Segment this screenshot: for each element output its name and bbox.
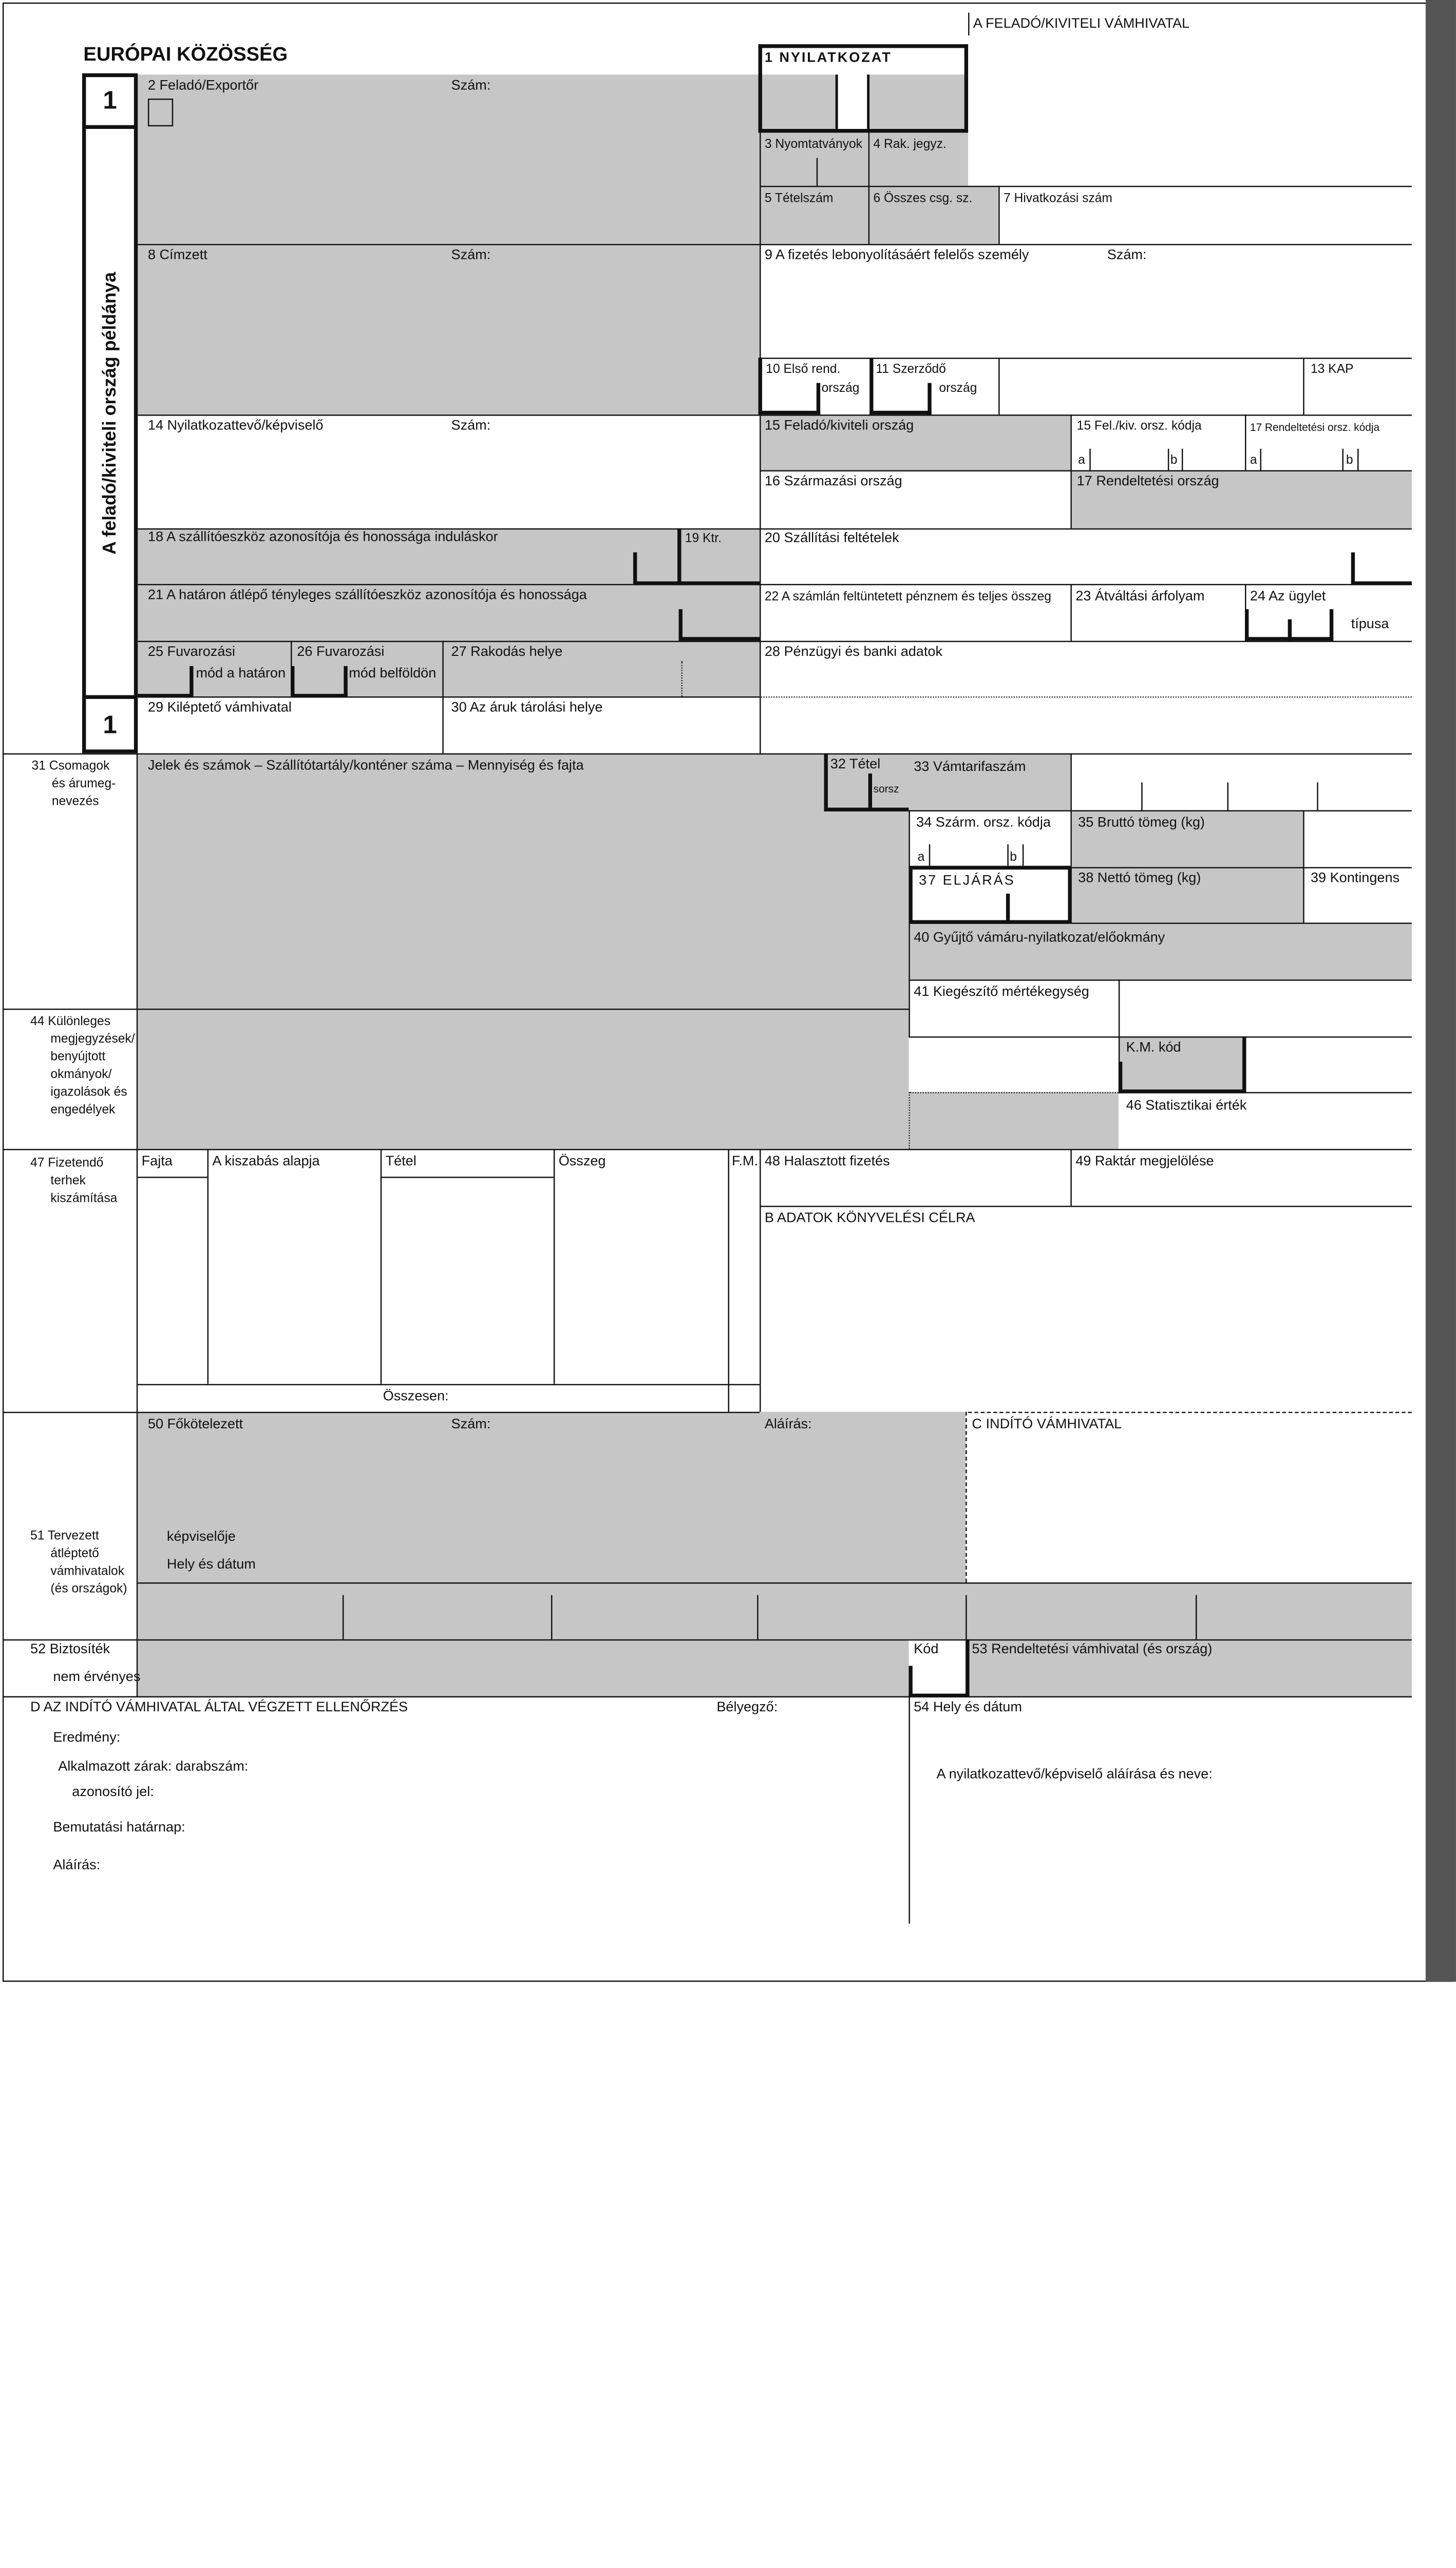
box-26-label-b: mód belföldön (349, 666, 437, 682)
box-2-number: Szám: (451, 78, 491, 94)
box-53-label: 53 Rendeltetési vámhivatal (és ország) (972, 1641, 1213, 1657)
box-23-label: 23 Átváltási árfolyam (1075, 589, 1205, 605)
box-33-label: 33 Vámtarifaszám (914, 760, 1026, 775)
box-44-side-label: 44 Különleges megjegyzések/ benyújtott okmányok/ igazolások és engedélyek (30, 1015, 135, 1118)
box-24-label: 24 Az ügylet (1250, 589, 1326, 605)
exporter-checkbox[interactable] (148, 99, 173, 126)
code-b2: b (1346, 454, 1353, 468)
box-34-b: b (1010, 851, 1017, 865)
km-code-label: K.M. kód (1126, 1040, 1181, 1055)
code-label: Kód (914, 1641, 939, 1657)
b-accounting-label: B ADATOK KÖNYVELÉSI CÉLRA (764, 1211, 975, 1226)
box-7-label: 7 Hivatkozási szám (1003, 192, 1112, 206)
box-8-consignee[interactable] (138, 244, 760, 414)
box-9-label: 9 A fizetés lebonyolításáért felelős személy (764, 248, 1029, 263)
seal-id-label: azonosító jel: (72, 1784, 154, 1800)
box-11-label-b: ország (939, 382, 977, 396)
box-31-side-label: 31 Csomagok és árumeg- nevezés (31, 760, 116, 809)
c-office-label: C INDÍTÓ VÁMHIVATAL (972, 1417, 1122, 1432)
community-title: EURÓPAI KÖZÖSSÉG (83, 44, 288, 66)
box-39-label: 39 Kontingens (1310, 871, 1400, 886)
box-21-label: 21 A határon átlépő tényleges szállítóeszköz azonosítója és honossága (147, 588, 587, 603)
code-a2: a (1250, 454, 1257, 468)
box-38-label: 38 Nettó tömeg (kg) (1078, 871, 1201, 886)
box-5-label: 5 Tételszám (764, 192, 834, 206)
box-49-label: 49 Raktár megjelölése (1075, 1154, 1214, 1169)
box-31-goods[interactable] (138, 753, 909, 1009)
box-34-a: a (917, 851, 925, 865)
a-export-office: A FELADÓ/KIVITELI VÁMHIVATAL (973, 16, 1190, 32)
result-label: Eredmény: (53, 1730, 121, 1746)
box-27-label: 27 Rakodás helye (451, 645, 563, 660)
declarant-signature-label: A nyilatkozattevő/képviselő aláírása és neve: (936, 1767, 1213, 1782)
box-8-number: Szám: (451, 248, 491, 263)
box-15-code-label: 15 Fel./kiv. orsz. kódja (1076, 420, 1202, 434)
box-18-label: 18 A szállítóeszköz azonosítója és honossága induláskor (147, 530, 498, 545)
box-20-label: 20 Szállítási feltételek (764, 531, 899, 546)
col-tax-base: A kiszabás alapja (212, 1154, 320, 1169)
deadline-label: Bemutatási határnap: (53, 1820, 185, 1836)
box-31-label: Jelek és számok – Szállítótartály/konténer száma – Mennyiség és fajta (147, 758, 584, 774)
box-48-label: 48 Halasztott fizetés (764, 1154, 890, 1169)
box-13-label: 13 KAP (1310, 363, 1354, 377)
box-47-side-label: 47 Fizetendő terhek kiszámítása (30, 1156, 118, 1206)
code-b: b (1170, 454, 1178, 468)
box-32-label-b: sorsz (873, 782, 899, 795)
box-25-label-b: mód a határon (196, 666, 286, 682)
box-3-label: 3 Nyomtatványok (764, 138, 862, 152)
box-46-label: 46 Statisztikai érték (1126, 1098, 1247, 1114)
box-16-label: 16 Származási ország (764, 474, 902, 489)
box-14-number: Szám: (451, 418, 491, 434)
copy-number-bottom: 1 (103, 711, 117, 740)
box-14-label: 14 Nyilatkozattevő/képviselő (147, 418, 324, 434)
box-50-number: Szám: (451, 1417, 491, 1432)
col-type: Fajta (141, 1154, 173, 1169)
box-24-label-b: típusa (1351, 616, 1389, 632)
scanned-page-edge (1426, 0, 1456, 1982)
box-37-label: 37 ELJÁRÁS (919, 873, 1015, 889)
box-29-label: 29 Kiléptető vámhivatal (147, 700, 292, 715)
representative-label: képviselője (166, 1529, 236, 1545)
place-date-label: Hely és dátum (166, 1557, 256, 1573)
box-19-label: 19 Ktr. (685, 532, 722, 546)
box-1-label: 1 NYILATKOZAT (764, 50, 892, 66)
col-amount: Összeg (558, 1154, 606, 1169)
box-1-shade-left (761, 74, 835, 129)
box-8-label: 8 Címzett (147, 248, 207, 263)
col-mp: F.M. (731, 1154, 759, 1169)
box-50-signature: Aláírás: (764, 1417, 812, 1432)
box-41-label: 41 Kiegészítő mértékegység (914, 985, 1089, 1000)
d-signature-label: Aláírás: (53, 1858, 101, 1874)
copy-title: A feladó/kiviteli ország példánya (100, 272, 121, 555)
box-22-label: 22 A számlán feltüntetett pénznem és teljes összeg (764, 590, 1052, 605)
box-50-label: 50 Főkötelezett (147, 1417, 243, 1432)
box-40-label: 40 Gyűjtő vámáru-nyilatkozat/előokmány (914, 930, 1165, 946)
box-9-number: Szám: (1107, 248, 1147, 263)
box-17-code-label: 17 Rendeltetési orsz. kódja (1250, 421, 1380, 434)
stamp-label: Bélyegző: (716, 1700, 778, 1715)
box-30-label: 30 Az áruk tárolási helye (451, 700, 603, 715)
box-35-label: 35 Bruttó tömeg (kg) (1078, 815, 1205, 830)
box-1-shade-right (869, 74, 965, 129)
box-26-label: 26 Fuvarozási (297, 645, 385, 660)
box-52-label-b: nem érvényes (53, 1669, 141, 1685)
seals-label: Alkalmazott zárak: darabszám: (58, 1759, 249, 1775)
box-10-label: 10 Első rend. (766, 363, 841, 377)
box-52-label: 52 Biztosíték (30, 1641, 110, 1657)
copy-number-top: 1 (103, 87, 117, 115)
col-rate: Tétel (385, 1154, 417, 1169)
box-15-label: 15 Feladó/kiviteli ország (764, 418, 914, 434)
box-17-label: 17 Rendeltetési ország (1076, 474, 1219, 489)
box-10-label-b: ország (821, 382, 860, 396)
code-a: a (1078, 454, 1085, 468)
box-50-principal[interactable] (138, 1412, 966, 1582)
box-2-exporter[interactable] (138, 74, 760, 244)
box-4-label: 4 Rak. jegyz. (873, 138, 947, 152)
total-label: Összesen: (383, 1389, 449, 1405)
box-54-label: 54 Hely és dátum (914, 1700, 1022, 1715)
box-34-label: 34 Szárm. orsz. kódja (916, 815, 1051, 830)
box-2-label: 2 Feladó/Exportőr (147, 78, 259, 94)
box-11-label: 11 Szerződő (876, 363, 946, 377)
box-52-guarantee[interactable] (138, 1639, 909, 1696)
box-44-ext (909, 1092, 1119, 1149)
box-51-offices[interactable] (138, 1582, 1412, 1639)
box-44-notes[interactable] (138, 1009, 909, 1149)
box-51-side-label: 51 Tervezett átléptető vámhivatalok (és országok) (30, 1529, 127, 1597)
d-control-label: D AZ INDÍTÓ VÁMHIVATAL ÁLTAL VÉGZETT ELLENŐRZÉS (30, 1700, 408, 1715)
box-28-label: 28 Pénzügyi és banki adatok (764, 645, 942, 660)
box-32-label: 32 Tétel (830, 757, 881, 772)
box-6-label: 6 Összes csg. sz. (873, 192, 973, 206)
box-25-label: 25 Fuvarozási (147, 645, 235, 660)
